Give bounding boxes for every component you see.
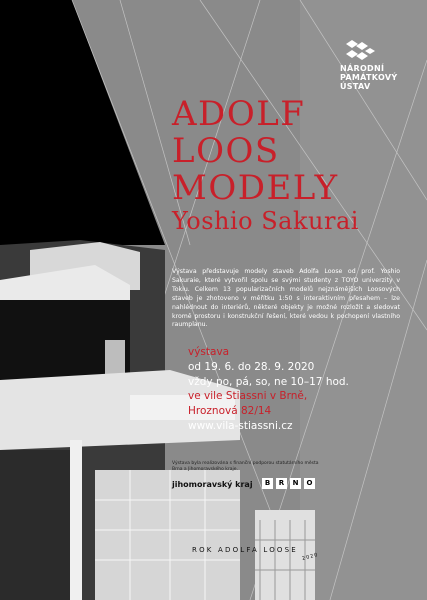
- npu-logo-icon: [344, 40, 376, 64]
- jmk-logo: jihomoravský kraj: [172, 480, 253, 489]
- title-line: LOOS: [172, 131, 280, 171]
- brno-letter: N: [290, 478, 301, 489]
- brno-logo: [262, 478, 315, 489]
- exhibition-title: [172, 96, 339, 207]
- npu-logo-text: [340, 64, 410, 91]
- title-line: MODELY: [172, 168, 339, 208]
- exhibition-subtitle: Yoshio Sakurai: [172, 207, 359, 235]
- event-address: Hroznová 82/14: [188, 405, 272, 418]
- event-url[interactable]: www.vila-stiassni.cz: [188, 419, 293, 432]
- logo-line: NÁRODNÍ: [340, 64, 385, 73]
- logo-line: ÚSTAV: [340, 82, 371, 91]
- brno-letter: O: [304, 478, 315, 489]
- event-hours: vždy po, pá, so, ne 10–17 hod.: [188, 375, 349, 388]
- npu-logo: [340, 40, 410, 91]
- logo-line: PAMÁTKOVÝ: [340, 73, 398, 82]
- exhibition-description: Výstava představuje modely staveb Adolfa Loose od prof. Yoshio Sakuraie, které vytvořil spolu se svými studenty z TOYO univerzity v Tokiu. Celkem 13 popularizačních modelů nejznámějších Loosových staveb je zhotoveno v měřítku 1:50 s interaktivním přesahem – lze nahlédnout do interiérů, některé objekty je možné rozložit a sledovat kromě prostoru i konstrukční řešení, které vedou k pochopení vlastního raumplanu.: [172, 268, 400, 329]
- event-venue: ve vile Stiassni v Brně,: [188, 390, 308, 403]
- funding-credit: Výstava byla realizována s finanční podporou statutárního města Brna a Jihomoravského kraje.: [172, 461, 319, 472]
- event-dates: od 19. 6. do 28. 9. 2020: [188, 360, 315, 373]
- event-label: výstava: [188, 346, 230, 358]
- event-info: [188, 345, 418, 434]
- title-line: ADOLF: [172, 94, 306, 134]
- brno-letter: B: [262, 478, 273, 489]
- rok-year: 2020: [301, 551, 320, 563]
- brno-letter: R: [276, 478, 287, 489]
- rok-adolfa-loose: ROK ADOLFA LOOSE: [192, 546, 298, 554]
